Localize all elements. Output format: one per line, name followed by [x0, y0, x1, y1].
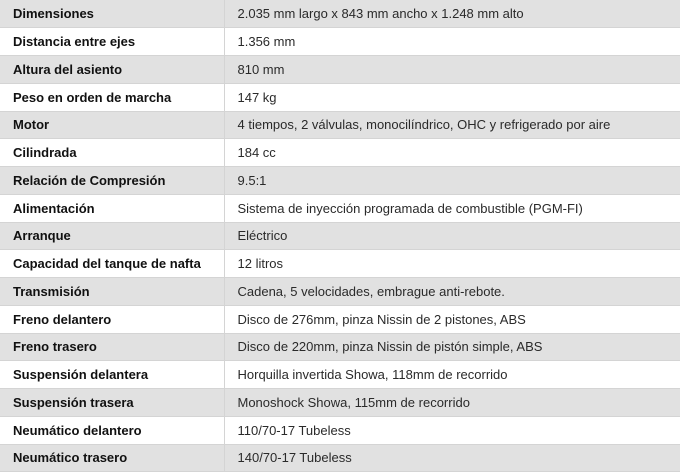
spec-label: Freno trasero — [0, 333, 224, 361]
spec-value: Sistema de inyección programada de combustible (PGM-FI) — [224, 194, 680, 222]
spec-row-dimensiones — [0, 0, 680, 28]
spec-value: 1.356 mm — [224, 28, 680, 56]
spec-label: Arranque — [0, 222, 224, 250]
spec-value: 4 tiempos, 2 válvulas, monocilíndrico, OHC y refrigerado por aire — [224, 111, 680, 139]
spec-row-arranque — [0, 222, 680, 250]
spec-label: Dimensiones — [0, 0, 224, 28]
spec-label: Distancia entre ejes — [0, 28, 224, 56]
spec-label: Neumático delantero — [0, 416, 224, 444]
spec-row-neumatico-delantero — [0, 416, 680, 444]
spec-row-relacion-compresion — [0, 167, 680, 195]
spec-row-peso — [0, 83, 680, 111]
spec-label: Neumático trasero — [0, 444, 224, 472]
spec-label: Motor — [0, 111, 224, 139]
spec-label: Suspensión trasera — [0, 389, 224, 417]
spec-value: 147 kg — [224, 83, 680, 111]
spec-label: Altura del asiento — [0, 56, 224, 84]
spec-value: 810 mm — [224, 56, 680, 84]
spec-value: 9.5:1 — [224, 167, 680, 195]
spec-value: Disco de 220mm, pinza Nissin de pistón simple, ABS — [224, 333, 680, 361]
spec-value: Cadena, 5 velocidades, embrague anti-rebote. — [224, 278, 680, 306]
spec-value: 184 cc — [224, 139, 680, 167]
spec-label: Relación de Compresión — [0, 167, 224, 195]
spec-label: Cilindrada — [0, 139, 224, 167]
spec-label: Suspensión delantera — [0, 361, 224, 389]
spec-value: Disco de 276mm, pinza Nissin de 2 pistones, ABS — [224, 305, 680, 333]
spec-value: 12 litros — [224, 250, 680, 278]
spec-row-motor — [0, 111, 680, 139]
spec-label: Freno delantero — [0, 305, 224, 333]
spec-label: Capacidad del tanque de nafta — [0, 250, 224, 278]
spec-row-alimentacion — [0, 194, 680, 222]
spec-row-altura-del-asiento — [0, 56, 680, 84]
spec-value: 110/70-17 Tubeless — [224, 416, 680, 444]
spec-row-freno-delantero — [0, 305, 680, 333]
spec-value: 140/70-17 Tubeless — [224, 444, 680, 472]
spec-row-tanque — [0, 250, 680, 278]
spec-row-distancia-entre-ejes — [0, 28, 680, 56]
spec-label: Alimentación — [0, 194, 224, 222]
spec-value: Eléctrico — [224, 222, 680, 250]
spec-row-suspension-delantera — [0, 361, 680, 389]
spec-label: Transmisión — [0, 278, 224, 306]
spec-value: Horquilla invertida Showa, 118mm de recorrido — [224, 361, 680, 389]
spec-row-neumatico-trasero — [0, 444, 680, 472]
spec-value: Monoshock Showa, 115mm de recorrido — [224, 389, 680, 417]
spec-label: Peso en orden de marcha — [0, 83, 224, 111]
spec-value: 2.035 mm largo x 843 mm ancho x 1.248 mm alto — [224, 0, 680, 28]
spec-row-freno-trasero — [0, 333, 680, 361]
spec-row-transmision — [0, 278, 680, 306]
spec-row-cilindrada — [0, 139, 680, 167]
spec-row-suspension-trasera — [0, 389, 680, 417]
